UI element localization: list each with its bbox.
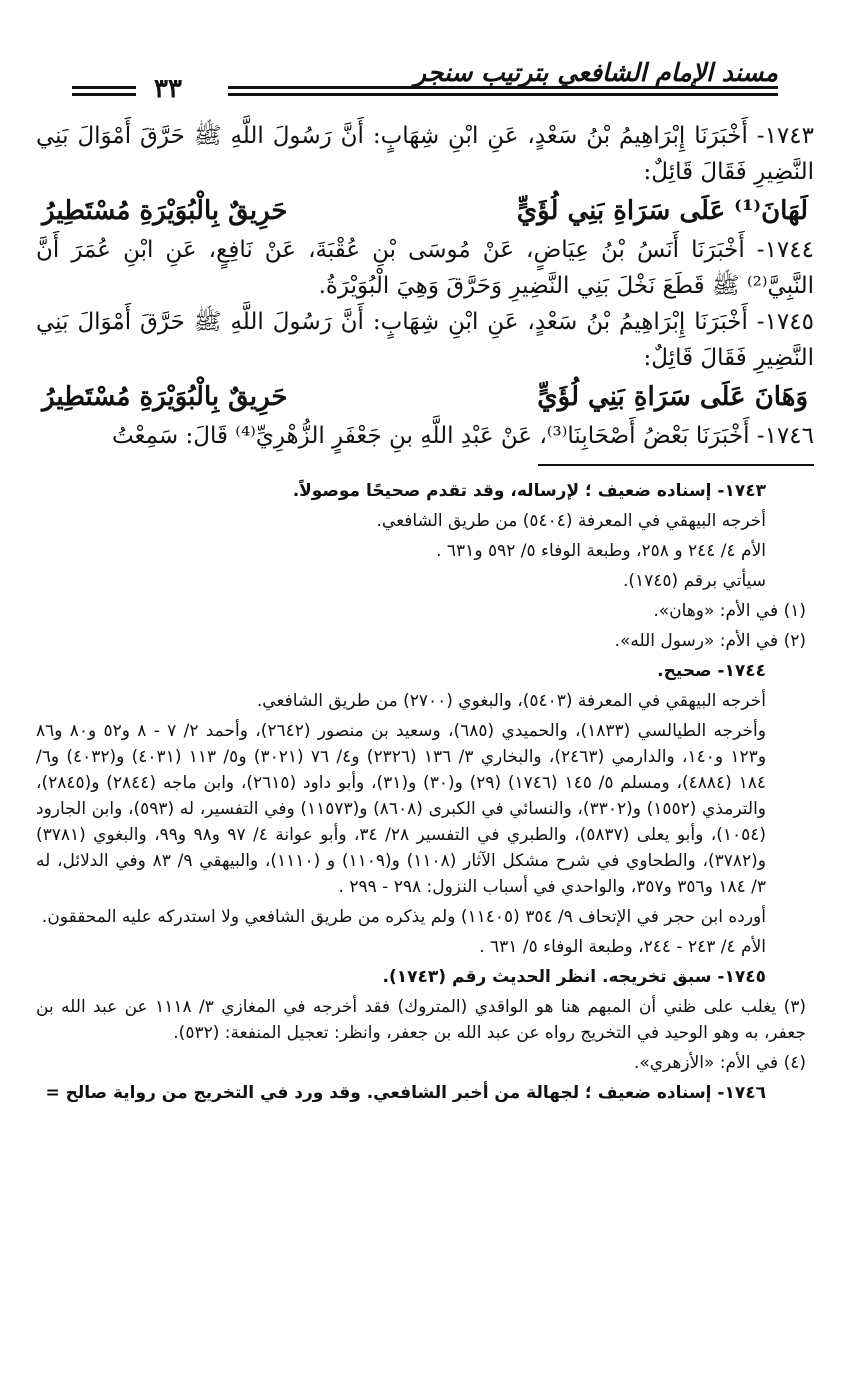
hadith-1743: ١٧٤٣- أَخْبَرَنَا إِبْرَاهِيمُ بْنُ سَعْدٍ، عَنِ ابْنِ شِهَابٍ: أَنَّ رَسُولَ اللَّهِ ﷺ حَرَّقَ أَمْوَالَ بَنِي النَّضِيرِ فَقَالَ قَائِلٌ:	[36, 123, 814, 185]
footnotes	[36, 478, 814, 1106]
footnote-4: (٤) في الأم: «الأزهري».	[633, 1053, 806, 1073]
verse-1-hemistich-2: حَرِيقٌ بِالْبُوَيْرَةِ مُسْتَطِيرُ	[42, 196, 288, 226]
main-text	[36, 100, 814, 454]
page-number: ٣٣	[154, 74, 182, 104]
verse-2-hemistich-1: وَهَانَ عَلَى سَرَاةِ بَنِي لُؤَيٍّ	[537, 382, 808, 412]
verse-1-hemistich-1: لَهَانَ⁽¹⁾ عَلَى سَرَاةِ بَنِي لُؤَيٍّ	[516, 196, 808, 226]
note-1743-grading: ١٧٤٣- إسناده ضعيف ؛ لإرساله، وقد تقدم صحيحًا موصولاً.	[292, 481, 766, 501]
hadith-1744: ١٧٤٤- أَخْبَرَنَا أَنَسُ بْنُ عِيَاضٍ، عَنْ مُوسَى بْنِ عُقْبَةَ، عَنْ نَافِعٍ، عَنِ ابْنِ عُمَرَ أَنَّ النَّبِيَّ⁽²⁾ ﷺ قَطَعَ نَخْلَ بَنِي النَّضِيرِ وَحَرَّقَ وَهِيَ الْبُوَيْرَةُ.	[36, 237, 814, 299]
hadith-1746: ١٧٤٦- أَخْبَرَنَا بَعْضُ أَصْحَابِنَا⁽³⁾، عَنْ عَبْدِ اللَّهِ بنِ جَعْفَرٍ الزُّهْرِيِّ⁽⁴⁾ قَالَ: سَمِعْتُ	[111, 423, 814, 449]
note-1743-line: أخرجه البيهقي في المعرفة (٥٤٠٤) من طريق الشافعي.	[376, 511, 766, 531]
footnote-2: (٢) في الأم: «رسول الله».	[614, 631, 806, 651]
footnote-1: (١) في الأم: «وهان».	[653, 601, 806, 621]
hadith-1745: ١٧٤٥- أَخْبَرَنَا إِبْرَاهِيمُ بْنُ سَعْدٍ، عَنِ ابْنِ شِهَابٍ: أَنَّ رَسُولَ اللَّهِ ﷺ حَرَّقَ أَمْوَالَ بَنِي النَّضِيرِ فَقَالَ قَائِلٌ:	[36, 309, 814, 371]
note-1744-line: أخرجه البيهقي في المعرفة (٥٤٠٣)، والبغوي (٢٧٠٠) من طريق الشافعي.	[256, 691, 766, 711]
page-header	[36, 0, 814, 104]
verse-1	[36, 190, 814, 232]
note-1744-grading: ١٧٤٤- صحيح.	[657, 661, 766, 681]
note-1745-grading: ١٧٤٥- سبق تخريجه. انظر الحديث رقم (١٧٤٣).	[382, 967, 766, 987]
note-1743-line: الأم ٤/ ٢٤٤ و ٢٥٨، وطبعة الوفاء ٥/ ٥٩٢ و٦٣١ .	[436, 541, 766, 561]
footnote-separator	[538, 464, 814, 466]
note-1744-line: وأخرجه الطيالسي (١٨٣٣)، والحميدي (٦٨٥)، وسعيد بن منصور (٢٦٤٢)، وأحمد ٢/ ٧ - ٨ و٥٢ و٨٠ و٨٦ و١٢٣ و١٤٠، والدارمي (٢٤٦٣)، والبخاري ٣/ ١٣٦ (٢٣٢٦) و٤/ ٧٦ (٣٠٢١) و٥/ ١١٣ (٤٠٣١) و(٤٠٣٢) و٦/ ١٨٤ (٤٨٨٤)، ومسلم ٥/ ١٤٥ (١٧٤٦) (٢٩) و(٣٠) و(٣١)، وأبو داود (٢٦١٥)، وابن ماجه (٢٨٤٤) و(٢٨٤٥)، والترمذي (١٥٥٢) و(٣٣٠٢)، والنسائي في الكبرى (٨٦٠٨) و(١١٥٧٣) وفي التفسير، له (٥٩٣)، وابن الجارود (١٠٥٤)، وأبو يعلى (٥٨٣٧)، والطبري في التفسير ٢٨/ ٣٤، وأبو عوانة ٤/ ٩٧ و٩٨ و٩٩، والبغوي (٣٧٨١) و(٣٧٨٢)، والطحاوي في شرح مشكل الآثار (١١٠٨) و(١١٠٩) و (١١١٠)، والبيهقي ٩/ ٨٣ وفي الدلائل، له ٣/ ١٨٤ و٣٥٦ و٣٥٧، والواحدي في أسباب النزول: ٢٩٨ - ٢٩٩ .	[36, 721, 767, 897]
note-1744-line: الأم ٤/ ٢٤٣ - ٢٤٤، وطبعة الوفاء ٥/ ٦٣١ .	[479, 937, 766, 957]
header-rule-left	[72, 86, 136, 96]
header-rule-right	[228, 86, 778, 96]
footnote-3: (٣) يغلب على ظني أن المبهم هنا هو الواقدي (المتروك) فقد أخرجه في المغازي ٣/ ١١١٨ عن عبد الله بن جعفر، به وهو الوحيد في التخريج رواه عن عبد الله بن جعفر، وانظر: تعجيل المنفعة: (٥٣٢).	[36, 997, 806, 1043]
note-1743-line: سيأتي برقم (١٧٤٥).	[622, 571, 766, 591]
verse-2	[36, 376, 814, 418]
verse-2-hemistich-2: حَرِيقٌ بِالْبُوَيْرَةِ مُسْتَطِيرُ	[42, 382, 288, 412]
note-1746-grading: ١٧٤٦- إسناده ضعيف ؛ لجهالة من أخبر الشافعي. وقد ورد في التخريج من رواية صالح =	[45, 1083, 766, 1103]
note-1744-line: أورده ابن حجر في الإتحاف ٩/ ٣٥٤ (١١٤٠٥) ولم يذكره من طريق الشافعي ولا استدركه عليه المحققون.	[41, 907, 766, 927]
running-title: مسند الإمام الشافعي بترتيب سنجر	[414, 58, 778, 87]
